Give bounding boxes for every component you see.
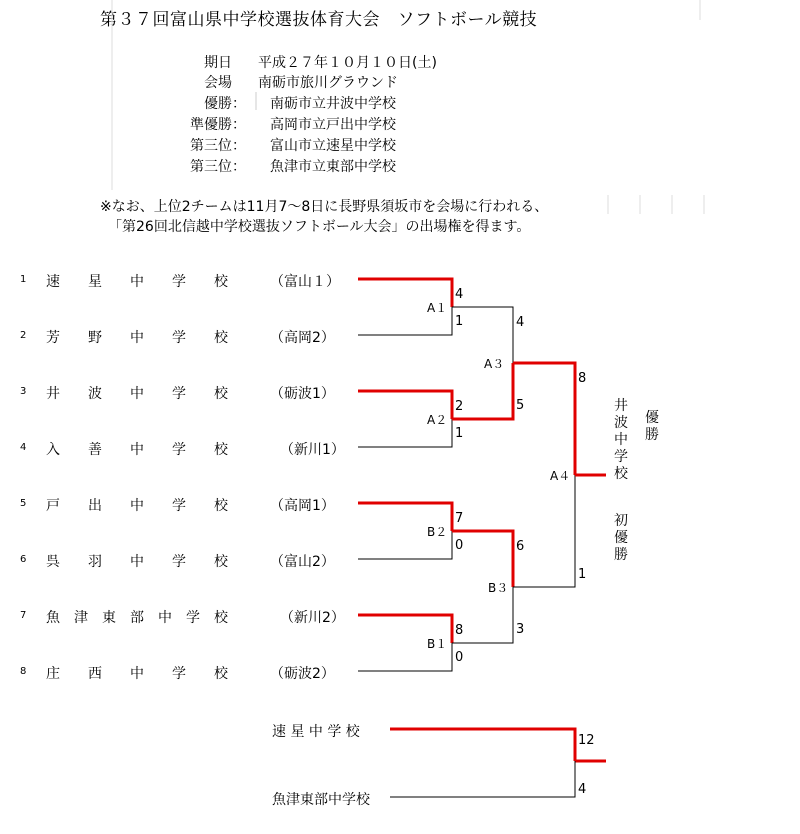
note-line-1: ※なお、上位2チームは11月7〜8日に長野県須坂市を会場に行われる、: [100, 199, 549, 215]
score: 2: [455, 399, 464, 414]
team-seed: 6: [20, 554, 27, 565]
team-region: （高岡1）: [270, 498, 335, 514]
first-championship-note: 初優勝: [614, 513, 628, 563]
third-place-team-2: 魚津東部中学校: [272, 792, 370, 808]
score: 5: [516, 398, 525, 413]
score: 3: [516, 622, 525, 637]
team-region: （富山１）: [270, 274, 340, 290]
match-label-A1: A１: [427, 301, 448, 315]
team-seed: 5: [20, 498, 27, 509]
team-seed: 2: [20, 330, 27, 341]
team-seed: 3: [20, 386, 27, 397]
team-seed: 7: [20, 610, 27, 621]
team-region: （砺波1）: [270, 386, 335, 402]
team-name: 速 星 中 学 校: [46, 274, 228, 290]
info-runnerup-value: 高岡市立戸出中学校: [270, 117, 396, 133]
team-name: 魚 津 東 部 中 学 校: [46, 610, 228, 626]
score: 4: [455, 287, 464, 302]
team-name: 庄 西 中 学 校: [46, 666, 228, 682]
score: 1: [578, 567, 587, 582]
team-seed: 4: [20, 442, 27, 453]
info-date-label: 期日: [204, 55, 232, 71]
score: 1: [455, 426, 464, 441]
match-label-A3: A３: [484, 357, 505, 371]
team-name: 入 善 中 学 校: [46, 442, 228, 458]
info-third2-value: 魚津市立東部中学校: [270, 159, 396, 175]
match-label-B1: B１: [427, 637, 448, 651]
info-runnerup-label: 準優勝：: [190, 117, 246, 133]
score: 0: [455, 650, 464, 665]
score: 4: [516, 315, 525, 330]
score: 6: [516, 539, 525, 554]
match-label-B2: B２: [427, 525, 448, 539]
info-champion-label: 優勝：: [204, 96, 246, 112]
score: 12: [578, 733, 595, 748]
page-title: 第３７回富山県中学校選抜体育大会 ソフトボール競技: [100, 10, 538, 30]
info-third1-value: 富山市立速星中学校: [270, 138, 396, 154]
info-date-value: 平成２７年１０月１０日(土): [258, 55, 437, 71]
team-name: 戸 出 中 学 校: [46, 498, 228, 514]
team-region: （新川1）: [280, 442, 345, 458]
info-venue-value: 南砺市旅川グラウンド: [258, 75, 398, 91]
team-seed: 8: [20, 666, 27, 677]
third-place-team-1: 速 星 中 学 校: [272, 724, 360, 740]
match-label-A4: A４: [550, 469, 571, 483]
team-region: （高岡2）: [270, 330, 335, 346]
match-label-B3: B３: [488, 581, 509, 595]
champion-title: 優勝: [645, 410, 659, 443]
info-third2-label: 第三位：: [190, 159, 246, 175]
team-name: 芳 野 中 学 校: [46, 330, 228, 346]
info-venue-label: 会場: [204, 75, 232, 91]
team-name: 呉 羽 中 学 校: [46, 554, 228, 570]
score: 7: [455, 511, 464, 526]
team-region: （富山2）: [270, 554, 335, 570]
score: 8: [578, 371, 587, 386]
match-label-A2: A２: [427, 413, 448, 427]
score: 0: [455, 538, 464, 553]
score: 8: [455, 623, 464, 638]
score: 1: [455, 314, 464, 329]
note-line-2: 「第26回北信越中学校選抜ソフトボール大会」の出場権を得ます。: [108, 219, 531, 235]
team-name: 井 波 中 学 校: [46, 386, 228, 402]
info-champion-value: 南砺市立井波中学校: [270, 96, 396, 112]
team-region: （砺波2）: [270, 666, 335, 682]
score: 4: [578, 782, 587, 797]
info-third1-label: 第三位：: [190, 138, 246, 154]
team-seed: 1: [20, 274, 27, 285]
team-region: （新川2）: [280, 610, 345, 626]
champion-name: 井波中学校: [614, 398, 628, 482]
